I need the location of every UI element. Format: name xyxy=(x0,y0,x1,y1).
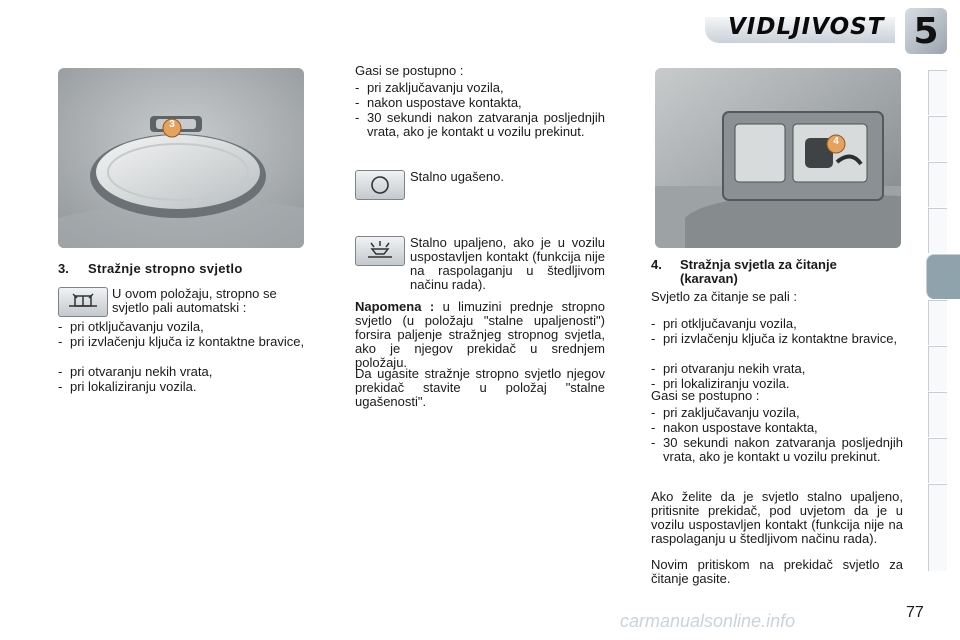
note-switch-off: Da ugasite stražnje stropno svjetlo njegov prekidač stavite u položaj "stalne ugašenosti". xyxy=(355,366,605,409)
note-label: Napomena : xyxy=(355,299,435,314)
callout-3: 3 xyxy=(169,119,175,130)
chapter-tab[interactable] xyxy=(928,116,947,161)
section-3-number: 3. xyxy=(58,261,69,276)
chapter-tab[interactable] xyxy=(928,300,947,345)
list-item: - pri lokaliziranju vozila. xyxy=(58,379,197,394)
chapter-tab[interactable] xyxy=(928,346,947,391)
list-item: - pri zaključavanju vozila, xyxy=(355,80,504,95)
list-item: - pri izvlačenju ključa iz kontaktne bravice, xyxy=(58,334,305,349)
section-4-number: 4. xyxy=(651,257,662,272)
list-item: - pri otvaranju nekih vrata, xyxy=(58,364,213,379)
section-4-fade-intro: Gasi se postupno : xyxy=(651,388,760,403)
chapter-tab[interactable] xyxy=(928,484,947,571)
on-mode-icon xyxy=(355,236,405,266)
chapter-tab[interactable] xyxy=(928,70,947,115)
list-item: - pri izvlačenju ključa iz kontaktne bravice, xyxy=(651,331,898,346)
section-3-heading: Stražnje stropno svjetlo xyxy=(88,261,243,276)
page-number: 77 xyxy=(906,604,924,621)
chapter-tab[interactable] xyxy=(928,208,947,253)
list-item: - pri zaključavanju vozila, xyxy=(651,405,800,420)
list-item: - pri otključavanju vozila, xyxy=(651,316,797,331)
chapter-number: 5 xyxy=(913,11,939,52)
chapter-tabs xyxy=(928,70,960,570)
list-item: - 30 sekundi nakon zatvaranja posljednjih vrata, ako je kontakt u vozilu prekinut. xyxy=(355,110,605,139)
on-mode-text: Stalno upaljeno, ako je u vozilu uspostavljen kontakt (funkcija nije na raspolaganju u štedljivom načinu rada). xyxy=(410,235,605,292)
fade-out-intro: Gasi se postupno : xyxy=(355,63,464,78)
section-4-intro: Svjetlo za čitanje se pali : xyxy=(651,289,797,304)
off-mode-icon xyxy=(355,170,405,200)
list-item: - 30 sekundi nakon zatvaranja posljednjih vrata, ako je kontakt u vozilu prekinut. xyxy=(651,435,903,464)
list-item: - pri lokaliziranju vozila. xyxy=(651,376,790,391)
list-item: - pri otključavanju vozila, xyxy=(58,319,204,334)
callout-4: 4 xyxy=(833,136,839,147)
chapter-tab[interactable] xyxy=(928,438,947,483)
note-paragraph xyxy=(355,300,605,370)
watermark: carmanualsonline.info xyxy=(620,611,796,631)
note-text: u limuzini prednje stropno svjetlo (u položaju "stalne upaljenosti") forsira paljenje stražnjeg stropnog svjetla, ako je njegov prekidač u srednjem položaju. xyxy=(355,299,605,370)
chapter-tab[interactable] xyxy=(928,162,947,207)
page-title: VIDLJIVOST xyxy=(728,14,885,40)
list-item: - pri otvaranju nekih vrata, xyxy=(651,361,806,376)
list-item: - nakon uspostave kontakta, xyxy=(651,420,818,435)
off-mode-text: Stalno ugašeno. xyxy=(410,169,504,184)
list-item: - nakon uspostave kontakta, xyxy=(355,95,522,110)
chapter-tab[interactable] xyxy=(928,392,947,437)
section-4-heading: Stražnja svjetla za čitanje (karavan) xyxy=(680,257,837,286)
rear-ceiling-light-photo xyxy=(58,68,304,248)
chapter-tab-active[interactable] xyxy=(926,254,960,299)
section-4-para-on: Ako želite da je svjetlo stalno upaljeno, pritisnite prekidač, pod uvjetom da je u vozilu uspostavljen kontakt (funkcija nije na raspolaganju u štedljivom načinu rada). xyxy=(651,489,903,546)
section-4-para-off: Novim pritiskom na prekidač svjetlo za čitanje gasite. xyxy=(651,557,903,586)
door-mode-icon xyxy=(58,287,108,317)
section-3-intro: U ovom položaju, stropno se svjetlo pali automatski : xyxy=(112,286,277,315)
rear-reading-lights-photo xyxy=(655,68,901,248)
